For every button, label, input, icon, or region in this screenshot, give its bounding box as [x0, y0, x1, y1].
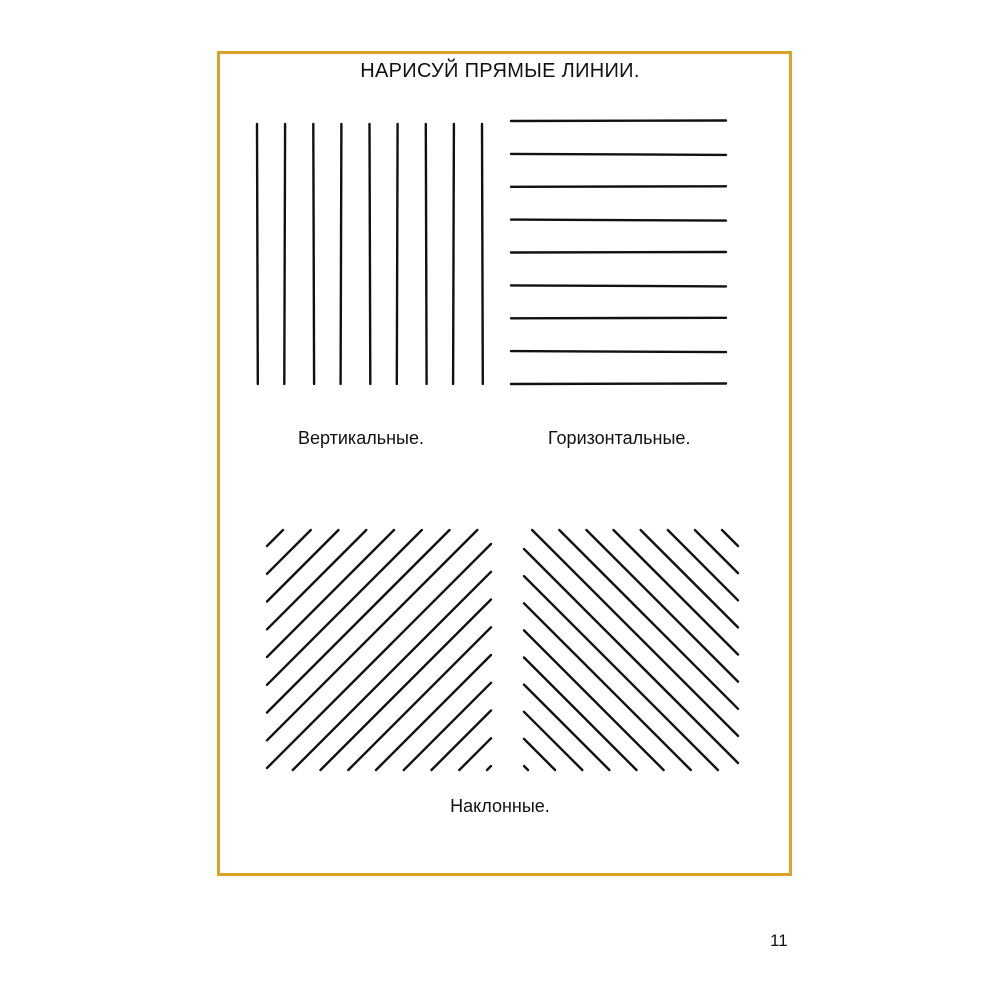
slanted-line-right — [559, 530, 738, 709]
horizontal-line — [511, 220, 726, 221]
slanted-line-right — [524, 712, 582, 770]
horizontal-lines-group — [511, 121, 726, 385]
slanted-line-left — [348, 627, 491, 770]
horizontal-line — [511, 186, 726, 187]
slanted-label: Наклонные. — [450, 796, 550, 816]
slanted-line-left — [432, 711, 492, 771]
vertical-line — [257, 124, 258, 384]
vertical-line — [341, 124, 342, 384]
vertical-line — [284, 124, 285, 384]
slanted-line-left — [267, 530, 311, 574]
slanted-line-right — [524, 739, 555, 770]
horizontal-line — [511, 154, 726, 155]
slanted-line-left — [404, 683, 491, 770]
slanted-line-right — [722, 530, 738, 546]
slanted-line-left — [267, 530, 477, 740]
slanted-left-lines-group — [267, 530, 491, 770]
slanted-line-right — [524, 549, 738, 763]
vertical-line — [453, 124, 454, 384]
slanted-line-right — [695, 530, 738, 573]
slanted-line-right — [524, 630, 664, 770]
slanted-line-right — [524, 766, 528, 770]
horizontal-line — [511, 285, 726, 286]
slanted-line-left — [267, 530, 339, 602]
page-title: НАРИСУЙ ПРЯМЫЕ ЛИНИИ. — [360, 60, 640, 82]
slanted-line-right — [524, 685, 609, 770]
vertical-line — [313, 124, 314, 384]
slanted-line-right — [524, 658, 637, 771]
vertical-line — [482, 124, 483, 384]
slanted-line-right — [641, 530, 738, 627]
horizontal-line — [511, 252, 726, 253]
horizontal-line — [511, 384, 726, 385]
slanted-line-right — [668, 530, 738, 600]
slanted-line-right — [614, 530, 739, 655]
horizontal-line — [511, 351, 726, 352]
vertical-label: Вертикальные. — [298, 428, 424, 448]
slanted-line-left — [267, 530, 283, 546]
horizontal-line — [511, 318, 726, 319]
slanted-line-left — [376, 655, 491, 770]
vertical-line — [426, 124, 427, 384]
slanted-line-right — [532, 530, 738, 736]
vertical-line — [370, 124, 371, 384]
vertical-line — [397, 124, 398, 384]
page-number: 11 — [770, 931, 788, 950]
horizontal-line — [511, 121, 726, 122]
slanted-line-left — [267, 544, 491, 768]
vertical-lines-group — [257, 124, 483, 384]
slanted-line-right — [524, 603, 691, 770]
horizontal-label: Горизонтальные. — [548, 428, 691, 448]
slanted-right-lines-group — [524, 530, 738, 770]
slanted-line-left — [487, 766, 491, 770]
slanted-line-left — [267, 530, 394, 657]
slanted-line-left — [267, 530, 450, 713]
slanted-line-left — [267, 530, 366, 629]
slanted-line-left — [321, 600, 492, 771]
slanted-line-left — [459, 738, 491, 770]
